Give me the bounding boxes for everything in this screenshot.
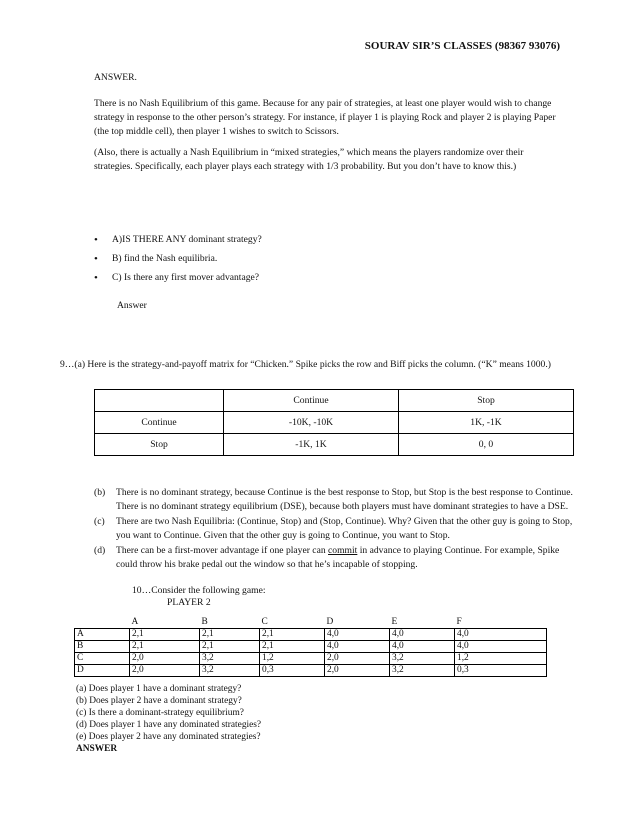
player-2-label: PLAYER 2: [167, 597, 211, 608]
answer-label: (d): [94, 544, 106, 556]
question-9-answers: [94, 486, 574, 572]
paragraph-mixed-strategies: (Also, there is actually a Nash Equilibrium in “mixed strategies,” which means the players randomize over their strategies. Specifically, each player plays each strategy with 1/3 probability. But you don’t have to know this.): [94, 147, 524, 172]
table-cell: 2,0: [325, 665, 390, 677]
table-cell: C: [260, 617, 325, 629]
table-cell: D: [325, 617, 390, 629]
question-9-intro: 9…(a) Here is the strategy-and-payoff matrix for “Chicken.” Spike picks the row and Biff picks the column. (“K” means 1000.): [60, 359, 551, 370]
table-cell: Stop: [399, 390, 574, 412]
table-cell: B: [200, 617, 260, 629]
answer-text: There is no dominant strategy, because Continue is the best response to Stop, but Stop is the best response to Continue. There is no dominant strategy equilibrium (DSE), because both players must have dominant strategies to have a DSE.: [116, 487, 573, 512]
table-cell: 2,0: [130, 665, 200, 677]
list-item: (b) Does player 2 have a dominant strategy?: [76, 696, 242, 706]
chicken-payoff-table: [94, 389, 574, 456]
table-cell: 0, 0: [399, 434, 574, 456]
table-cell: -1K, 1K: [224, 434, 399, 456]
table-cell: 0,3: [455, 665, 547, 677]
table-cell: B: [75, 641, 130, 653]
answer-label: (c): [94, 515, 105, 527]
table-cell: 2,1: [260, 641, 325, 653]
table-row: [75, 629, 547, 641]
list-item: (d) Does player 1 have any dominated strategies?: [76, 720, 262, 730]
question-10-list: [76, 683, 376, 755]
table-cell: 2,1: [200, 641, 260, 653]
bullet-item: • A)IS THERE ANY dominant strategy?: [94, 233, 564, 252]
table-cell: 4,0: [390, 629, 455, 641]
table-cell: 4,0: [455, 641, 547, 653]
table-cell: 3,2: [390, 665, 455, 677]
table-cell: 2,0: [130, 653, 200, 665]
table-row: [75, 653, 547, 665]
table-cell: 2,0: [325, 653, 390, 665]
table-cell: 4,0: [390, 641, 455, 653]
table-cell: 3,2: [390, 653, 455, 665]
answer-text: in advance to playing Continue. For example, Spike could throw his brake pedal out the window so that he’s incapable of stopping.: [116, 544, 560, 570]
table-row: [95, 434, 574, 456]
table-cell: Stop: [95, 434, 224, 456]
page-header: SOURAV SIR’S CLASSES (98367 93076): [364, 40, 560, 52]
answer-word: Answer: [117, 300, 147, 311]
answer-heading: ANSWER: [76, 744, 118, 754]
table-cell: Continue: [224, 390, 399, 412]
answer-text: There can be a first-mover advantage if one player can: [116, 544, 329, 556]
list-item: (e) Does player 2 have any dominated strategies?: [76, 732, 261, 742]
table-cell: 1K, -1K: [399, 412, 574, 434]
answer-text: There are two Nash Equilibria: (Continue, Stop) and (Stop, Continue). Why? Given that the other guy is going to Stop, you want to Continue. Given that the other guy is going to Continue, you want to Stop.: [116, 515, 573, 541]
table-cell: [95, 390, 224, 412]
table-cell: -10K, -10K: [224, 412, 399, 434]
table-cell: 3,2: [200, 653, 260, 665]
table-cell: 2,1: [260, 629, 325, 641]
list-item: (a) Does player 1 have a dominant strategy?: [76, 684, 242, 694]
table-header-row: [75, 617, 547, 629]
table-cell: A: [75, 629, 130, 641]
table-cell: [75, 617, 130, 629]
table-cell: 2,1: [130, 641, 200, 653]
table-row: [75, 665, 547, 677]
table-cell: 2,1: [200, 629, 260, 641]
table-header-row: [95, 390, 574, 412]
table-cell: C: [75, 653, 130, 665]
answer-label: (b): [94, 487, 106, 498]
table-cell: 4,0: [325, 641, 390, 653]
paragraph-no-nash: There is no Nash Equilibrium of this game. Because for any pair of strategies, at least one player would wish to change strategy in response to the other person’s strategy. For instance, if player 1 is playing Rock and player 2 is playing Paper (the top middle cell), then player 1 wishes to switch to Scissors.: [94, 98, 556, 137]
list-item: (c) Is there a dominant-strategy equilibrium?: [76, 708, 244, 718]
answer-label: ANSWER.: [94, 72, 137, 83]
table-cell: A: [130, 617, 200, 629]
table-cell: Continue: [95, 412, 224, 434]
question-10-intro: 10…Consider the following game:: [132, 585, 266, 596]
table-cell: 3,2: [200, 665, 260, 677]
table-row: [95, 412, 574, 434]
table-cell: 4,0: [325, 629, 390, 641]
table-cell: 1,2: [455, 653, 547, 665]
answer-item: [94, 544, 574, 572]
table-cell: 0,3: [260, 665, 325, 677]
table-cell: D: [75, 665, 130, 677]
underlined-word: commit: [328, 544, 358, 556]
table-cell: 2,1: [130, 629, 200, 641]
answer-item: [94, 486, 574, 514]
table-cell: F: [455, 617, 547, 629]
table-row: [75, 641, 547, 653]
bullet-item: • C) Is there any first mover advantage?: [94, 271, 564, 290]
bullet-item: • B) find the Nash equilibria.: [94, 252, 564, 271]
game-payoff-table: [74, 617, 547, 677]
table-cell: 1,2: [260, 653, 325, 665]
table-cell: E: [390, 617, 455, 629]
bullet-question-list: [94, 233, 564, 290]
answer-item: [94, 515, 574, 543]
table-cell: 4,0: [455, 629, 547, 641]
